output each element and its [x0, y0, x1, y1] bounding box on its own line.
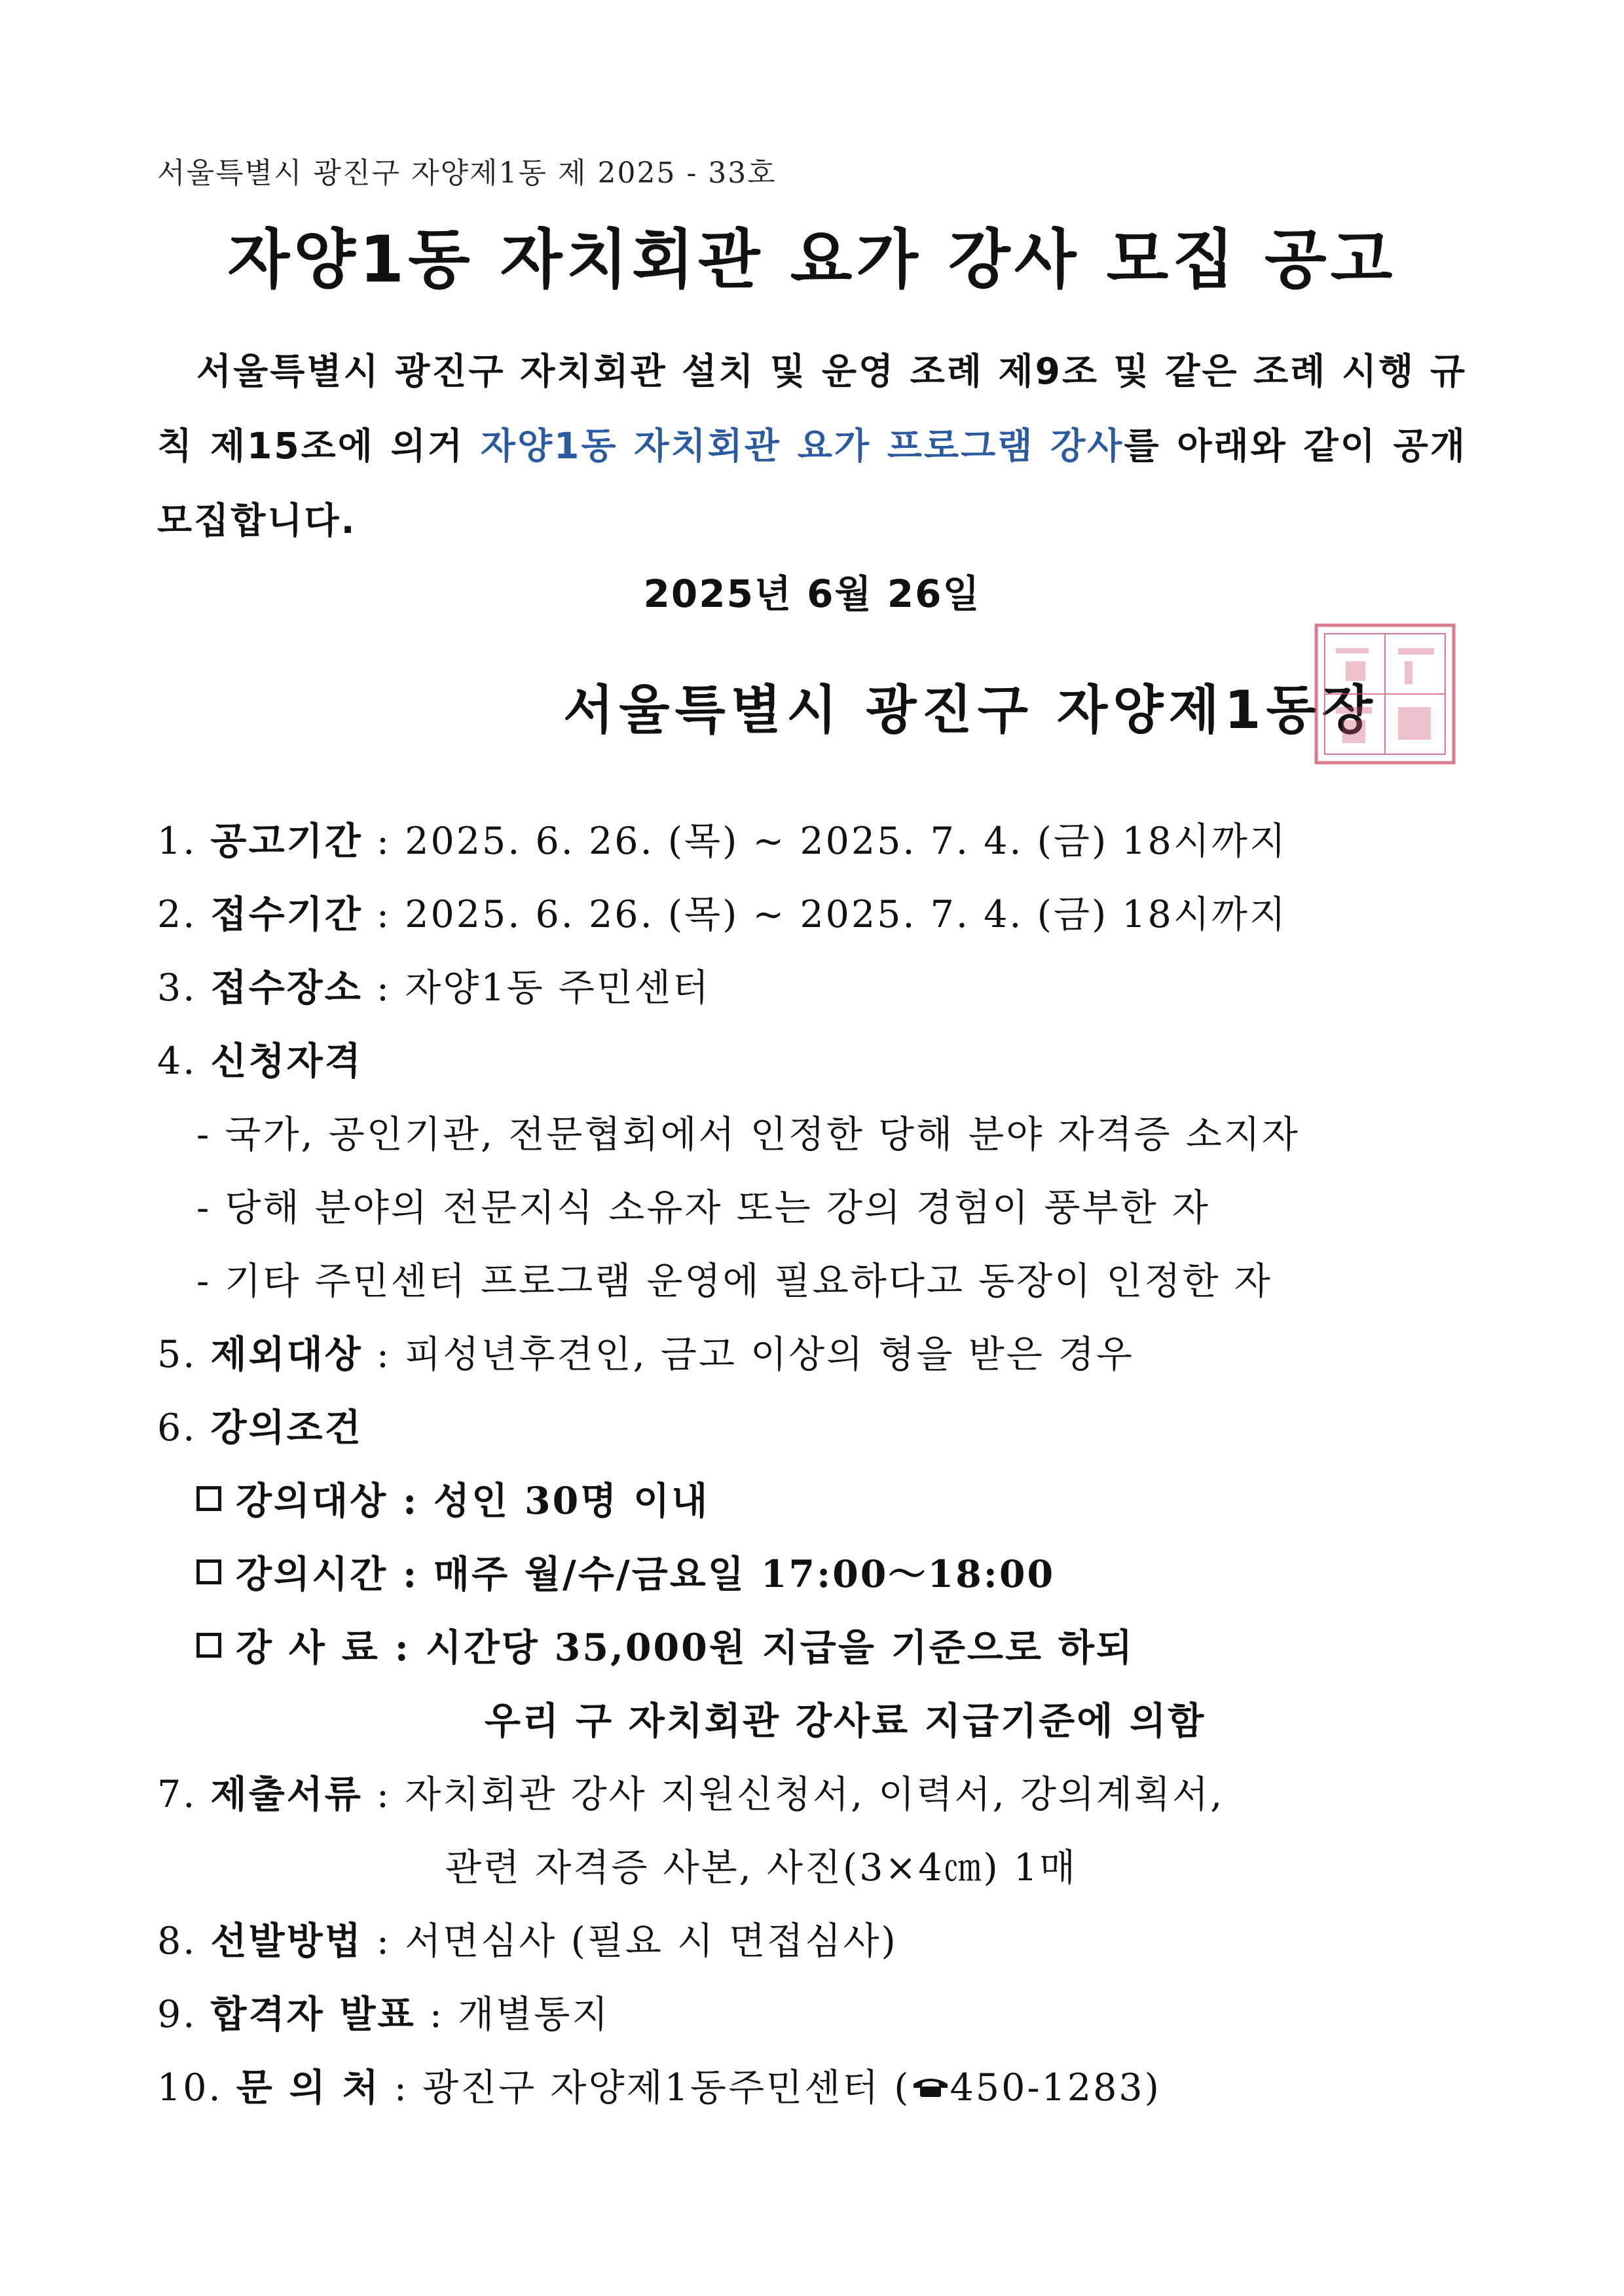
- qualification-line: - 당해 분야의 전문지식 소유자 또는 강의 경험이 풍부한 자: [196, 1186, 1210, 1230]
- phone-number: 450-1283: [950, 2066, 1145, 2109]
- item-application-place: [157, 955, 710, 1021]
- item-separator: :: [376, 1333, 392, 1376]
- item-value: 서면심사 (필요 시 면접심사): [405, 1920, 898, 1963]
- condition-target: [196, 1468, 709, 1534]
- item-required-documents: [157, 1762, 1224, 1827]
- item-result-announcement: [157, 1982, 610, 2047]
- checkbox-square-icon: [196, 1486, 221, 1511]
- condition-value: 성인 30명 이내: [434, 1479, 710, 1523]
- item-number: 6.: [157, 1406, 197, 1449]
- item-separator: :: [429, 1993, 445, 2036]
- intro-text-end: 를 아래와 같이 공개 모집합니다.: [157, 425, 1467, 541]
- item-separator: :: [376, 893, 392, 936]
- item-qualifications: [157, 1029, 363, 1094]
- condition-value: 시간당 35,000원 지급을 기준으로 하되: [425, 1626, 1134, 1669]
- item-value: 2025. 6. 26. (목) ~ 2025. 7. 4. (금) 18시까지: [405, 893, 1288, 936]
- item-number: 1.: [157, 820, 197, 863]
- condition-separator: :: [403, 1479, 419, 1523]
- item-number: 2.: [157, 893, 197, 936]
- item-number: 8.: [157, 1920, 197, 1963]
- item-separator: :: [376, 820, 392, 863]
- condition-label: 강의시간: [236, 1552, 388, 1596]
- item-application-period: [157, 882, 1287, 947]
- item-value: 2025. 6. 26. (목) ~ 2025. 7. 4. (금) 18시까지: [405, 820, 1288, 863]
- item-value: 개별통지: [458, 1993, 610, 2036]
- condition-fee: [196, 1615, 1134, 1681]
- item-separator: :: [376, 1773, 392, 1816]
- item-separator: :: [376, 966, 392, 1010]
- condition-label: 강의대상: [236, 1479, 388, 1523]
- item-value-close: ): [1144, 2066, 1161, 2109]
- item-label: 제출서류: [210, 1772, 363, 1816]
- page-title: 자양1동 자치회관 요가 강사 모집 공고: [227, 223, 1397, 297]
- condition-separator: :: [394, 1626, 411, 1669]
- notice-date: 2025년 6월 26일: [643, 572, 981, 616]
- item-label: 합격자 발표: [210, 1992, 416, 2036]
- item-label: 제외대상: [210, 1332, 363, 1376]
- item-value: 광진구 자양제1동주민센터 (: [422, 2066, 911, 2109]
- item-separator: :: [376, 1920, 392, 1963]
- qualification-line: - 국가, 공인기관, 전문협회에서 인정한 당해 분야 자격증 소지자: [196, 1113, 1300, 1156]
- item-label: 선발방법: [210, 1919, 363, 1963]
- intro-highlight: 자양1동 자치회관 요가 프로그램 강사: [480, 425, 1124, 467]
- checkbox-square-icon: [196, 1559, 221, 1584]
- intro-text: 서울특별시 광진구 자치회관 설치 및 운영 조례 제9조 및 같은 조례 시행 규칙 제15조에 의거: [157, 350, 1467, 467]
- item-label: 문 의 처: [236, 2066, 380, 2109]
- item-inquiries: [157, 2055, 1161, 2121]
- required-documents-continued: 관련 자격증 사본, 사진(3×4㎝) 1매: [445, 1846, 1078, 1889]
- item-announcement-period: [157, 809, 1287, 874]
- item-number: 5.: [157, 1333, 197, 1376]
- item-selection-method: [157, 1908, 898, 1974]
- item-number: 3.: [157, 966, 197, 1010]
- checkbox-square-icon: [196, 1633, 221, 1658]
- item-value: 자치회관 강사 지원신청서, 이력서, 강의계획서,: [405, 1773, 1225, 1816]
- item-value: 피성년후견인, 금고 이상의 형을 받은 경우: [405, 1333, 1134, 1376]
- document-number: 서울특별시 광진구 자양제1동 제 2025 - 33호: [157, 156, 777, 190]
- item-number: 4.: [157, 1040, 197, 1083]
- issuer-name: 서울특별시 광진구 자양제1동장: [563, 680, 1378, 740]
- telephone-icon: [911, 2075, 950, 2098]
- item-number: 9.: [157, 1993, 197, 2036]
- item-separator: :: [394, 2066, 409, 2109]
- condition-fee-continued: 우리 구 자치회관 강사료 지급기준에 의함: [485, 1699, 1206, 1743]
- item-label: 접수장소: [210, 966, 363, 1010]
- item-label: 강의조건: [210, 1406, 363, 1449]
- item-label: 접수기간: [210, 892, 363, 936]
- official-seal: [1306, 615, 1464, 773]
- item-label: 공고기간: [210, 819, 363, 863]
- item-label: 신청자격: [210, 1039, 363, 1083]
- item-lecture-conditions: [157, 1395, 363, 1461]
- condition-value: 매주 월/수/금요일 17:00～18:00: [434, 1552, 1056, 1596]
- qualification-line: - 기타 주민센터 프로그램 운영에 필요하다고 동장이 인정한 자: [196, 1260, 1272, 1303]
- item-exclusions: [157, 1322, 1134, 1387]
- item-number: 10.: [157, 2066, 223, 2109]
- condition-label: 강 사 료: [236, 1626, 380, 1669]
- condition-time: [196, 1542, 1055, 1607]
- condition-separator: :: [403, 1552, 419, 1596]
- item-number: 7.: [157, 1773, 197, 1816]
- intro-paragraph: [157, 334, 1467, 558]
- item-value: 자양1동 주민센터: [405, 966, 711, 1010]
